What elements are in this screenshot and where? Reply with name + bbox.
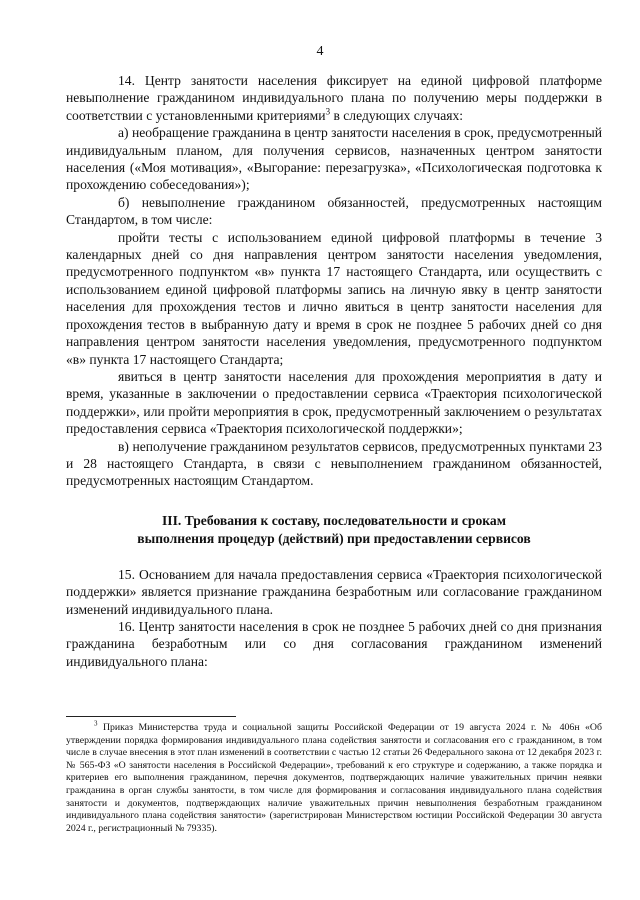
paragraph-14-intro-end: в следующих случаях:	[330, 107, 464, 123]
page-number: 4	[316, 44, 324, 59]
footnote-divider	[66, 716, 236, 717]
document-body	[66, 72, 602, 670]
footnote-reference: 3	[325, 106, 331, 117]
paragraph-15: 15. Основанием для начала предоставления сервиса «Траектория психологической поддержки» является признание гражданина безработным или согласование гражданином изменений индивидуального плана.	[66, 566, 602, 617]
section-heading-line-1: III. Требования к составу, последовательности и срокам	[162, 512, 506, 528]
section-heading-line-2: выполнения процедур (действий) при предоставлении сервисов	[137, 530, 531, 546]
paragraph-14-intro	[66, 72, 602, 124]
paragraph-14-c: в) неполучение гражданином результатов сервисов, предусмотренных пунктами 23 и 28 настоящего Стандарта, в связи с невыполнением гражданином обязанностей, предусмотренных настоящим Стандартом.	[66, 438, 602, 489]
paragraph-14-b-item-1: пройти тесты с использованием единой цифровой платформы в течение 3 календарных дней со дня направления центром занятости населения уведомления, предусмотренного подпунктом «в» пункта 17 настоящего Стандарта, или осуществить с использованием единой цифровой платформы запись на личную явку в центр занятости населения для прохождения тестов и лично явиться в центр занятости населения для прохождения тестов в выбранную дату и время в срок не позднее 5 рабочих дней со дня направления центром занятости населения уведомления, предусмотренного подпунктом «в» пункта 17 настоящего Стандарта;	[66, 229, 602, 367]
paragraph-14-b-item-2: явиться в центр занятости населения для прохождения мероприятия в дату и время, указанные в заключении о предоставлении сервиса «Траектория психологической поддержки», или пройти мероприятия в срок, предусмотренный заключением о результатах предоставления сервиса «Траектория психологической поддержки»;	[66, 368, 602, 437]
paragraph-14-intro-text: 14. Центр занятости населения фиксирует на единой цифровой платформе невыполнение гражданином индивидуального плана по получению меры поддержки в соответствии с установленными критериями	[66, 73, 602, 123]
footnote-marker: 3	[94, 719, 98, 728]
paragraph-14-b: б) невыполнение гражданином обязанностей, предусмотренных настоящим Стандартом, в том числе:	[66, 194, 602, 228]
footnote-text: Приказ Министерства труда и социальной защиты Российской Федерации от 19 августа 2024 г. № 406н «Об утверждении порядка формирования индивидуального плана содействия занятости и согласования его с гражданином, в том числе в случае внесения в этот план изменений в соответствии с частью 12 статьи 26 Федерального закона от 12 декабря 2023 г. № 565-ФЗ «О занятости населения в Российской Федерации», требований к его структуре и содержанию, а также порядка и критериев его выполнения гражданином, перечня документов, подтверждающих наличие уважительных причин неявки гражданина в орган службы занятости, в том числе для формирования и согласования индивидуального плана содействия занятости и документов, подтверждающих наличие уважительных причин невыполнения безработным гражданином индивидуального плана содействия занятости» (зарегистрирован Министерством юстиции Российской Федерации 30 августа 2024 г., регистрационный № 79335).	[66, 722, 602, 834]
section-heading	[66, 512, 602, 548]
footnote	[66, 719, 602, 835]
paragraph-16: 16. Центр занятости населения в срок не позднее 5 рабочих дней со дня признания гражданина безработным или со дня согласования гражданином изменений индивидуального плана:	[66, 618, 602, 669]
paragraph-14-a: а) необращение гражданина в центр занятости населения в срок, предусмотренный индивидуальным планом, для получения сервисов, назначенных центром занятости населения («Моя мотивация», «Выгорание: перезагрузка», «Психологическая подготовка к прохождению собеседования»);	[66, 125, 602, 193]
